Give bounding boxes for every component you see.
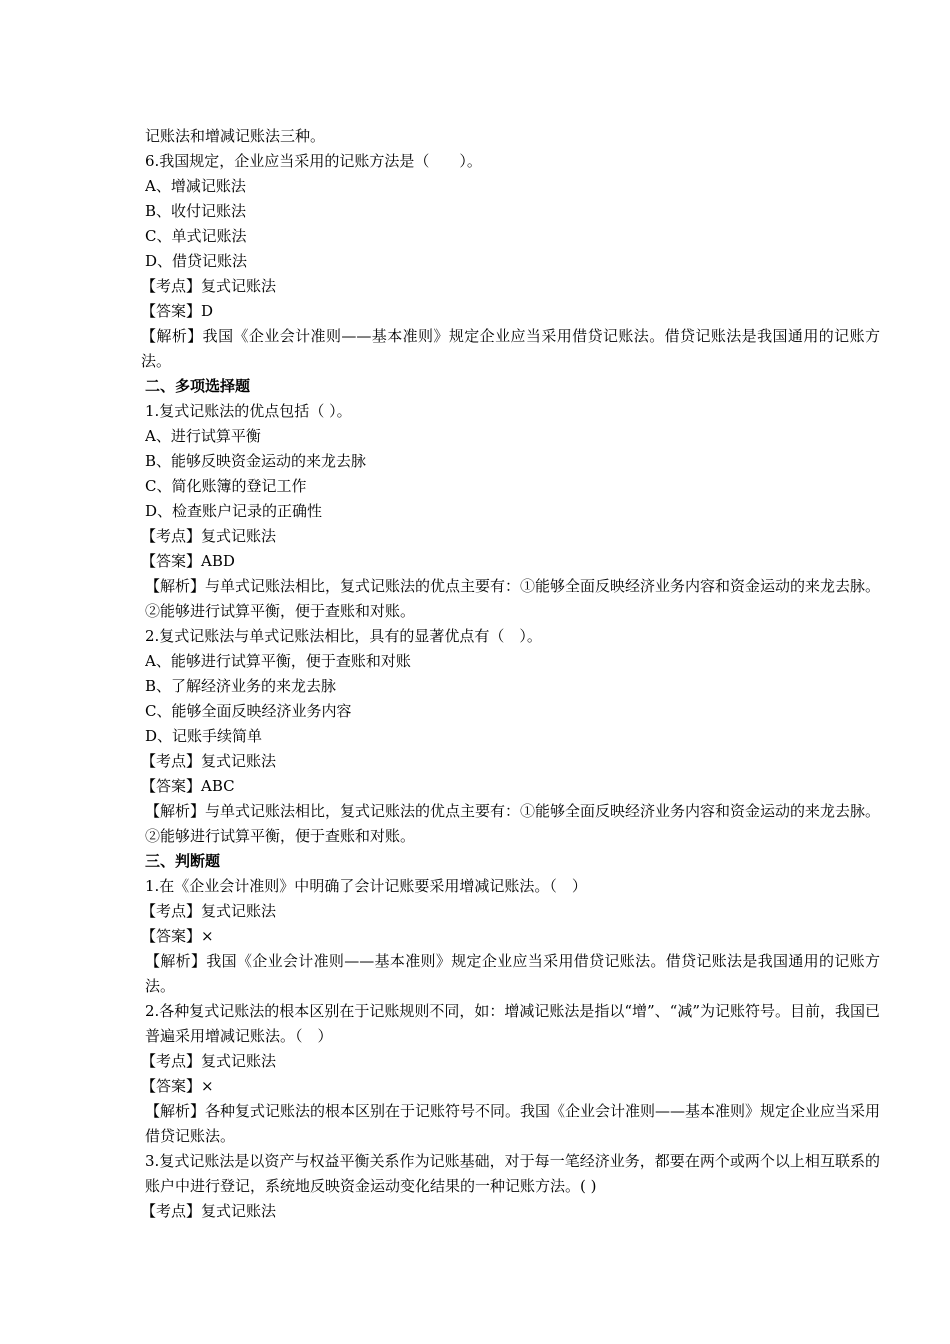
- option-a: A、能够进行试算平衡，便于查账和对账: [145, 652, 411, 670]
- question-stem: 6.我国规定，企业应当采用的记账方法是（ ）。: [145, 152, 482, 170]
- answer: 【答案】ABD: [141, 552, 235, 570]
- question-6: [141, 149, 880, 374]
- judge-question-2: [141, 999, 881, 1149]
- option-d: D、借贷记账法: [145, 252, 248, 270]
- exam-point: 【考点】复式记账法: [141, 527, 277, 545]
- judge-question-3: [141, 1149, 880, 1224]
- document-page: [141, 124, 881, 1224]
- exam-point: 【考点】复式记账法: [141, 1202, 277, 1220]
- multi-question-1: [141, 399, 881, 624]
- option-a: A、进行试算平衡: [145, 427, 261, 445]
- answer: 【答案】×: [141, 1077, 214, 1095]
- judge-question-1: [141, 874, 880, 999]
- question-stem: 1.复式记账法的优点包括（ ）。: [145, 402, 352, 420]
- option-d: D、记账手续简单: [145, 727, 263, 745]
- option-c: C、单式记账法: [145, 227, 247, 245]
- exam-point: 【考点】复式记账法: [141, 752, 277, 770]
- option-b: B、了解经济业务的来龙去脉: [145, 677, 337, 695]
- question-stem: 1.在《企业会计准则》中明确了会计记账要采用增减记账法。（ ）: [145, 877, 587, 895]
- exam-point: 【考点】复式记账法: [141, 902, 277, 920]
- question-stem: 2.各种复式记账法的根本区别在于记账规则不同，如：增减记账法是指以“增”、“减”为记账符号。目前，我国已普遍采用增减记账法。（ ）: [145, 1002, 880, 1045]
- exam-point: 【考点】复式记账法: [141, 1052, 277, 1070]
- intro-tail: 记账法和增减记账法三种。: [145, 127, 326, 145]
- analysis: 【解析】与单式记账法相比，复式记账法的优点主要有：①能够全面反映经济业务内容和资金运动的来龙去脉。 ②能够进行试算平衡，便于查账和对账。: [145, 577, 881, 620]
- option-a: A、增减记账法: [145, 177, 246, 195]
- option-c: C、简化账簿的登记工作: [145, 477, 307, 495]
- option-b: B、收付记账法: [145, 202, 247, 220]
- option-c: C、能够全面反映经济业务内容: [145, 702, 352, 720]
- section-title-true-false: 三、判断题: [145, 852, 221, 870]
- answer: 【答案】D: [141, 302, 214, 320]
- answer: 【答案】ABC: [141, 777, 235, 795]
- exam-point: 【考点】复式记账法: [141, 277, 277, 295]
- option-d: D、检查账户记录的正确性: [145, 502, 323, 520]
- analysis: 【解析】与单式记账法相比，复式记账法的优点主要有：①能够全面反映经济业务内容和资金运动的来龙去脉。 ②能够进行试算平衡，便于查账和对账。: [145, 802, 881, 845]
- section-title-multiple-choice: 二、多项选择题: [145, 377, 251, 395]
- analysis: 【解析】各种复式记账法的根本区别在于记账符号不同。我国《企业会计准则——基本准则》规定企业应当采用借贷记账法。: [145, 1102, 881, 1145]
- question-stem: 2.复式记账法与单式记账法相比，具有的显著优点有（ ）。: [145, 627, 542, 645]
- answer: 【答案】×: [141, 927, 214, 945]
- analysis: 【解析】我国《企业会计准则——基本准则》规定企业应当采用借贷记账法。借贷记账法是我国通用的记账方法。: [141, 327, 880, 370]
- multi-question-2: [141, 624, 881, 849]
- analysis: 【解析】我国《企业会计准则——基本准则》规定企业应当采用借贷记账法。借贷记账法是我国通用的记账方法。: [145, 952, 880, 995]
- option-b: B、能够反映资金运动的来龙去脉: [145, 452, 367, 470]
- question-stem: 3.复式记账法是以资产与权益平衡关系作为记账基础，对于每一笔经济业务，都要在两个或两个以上相互联系的账户中进行登记，系统地反映资金运动变化结果的一种记账方法。( ): [145, 1152, 880, 1195]
